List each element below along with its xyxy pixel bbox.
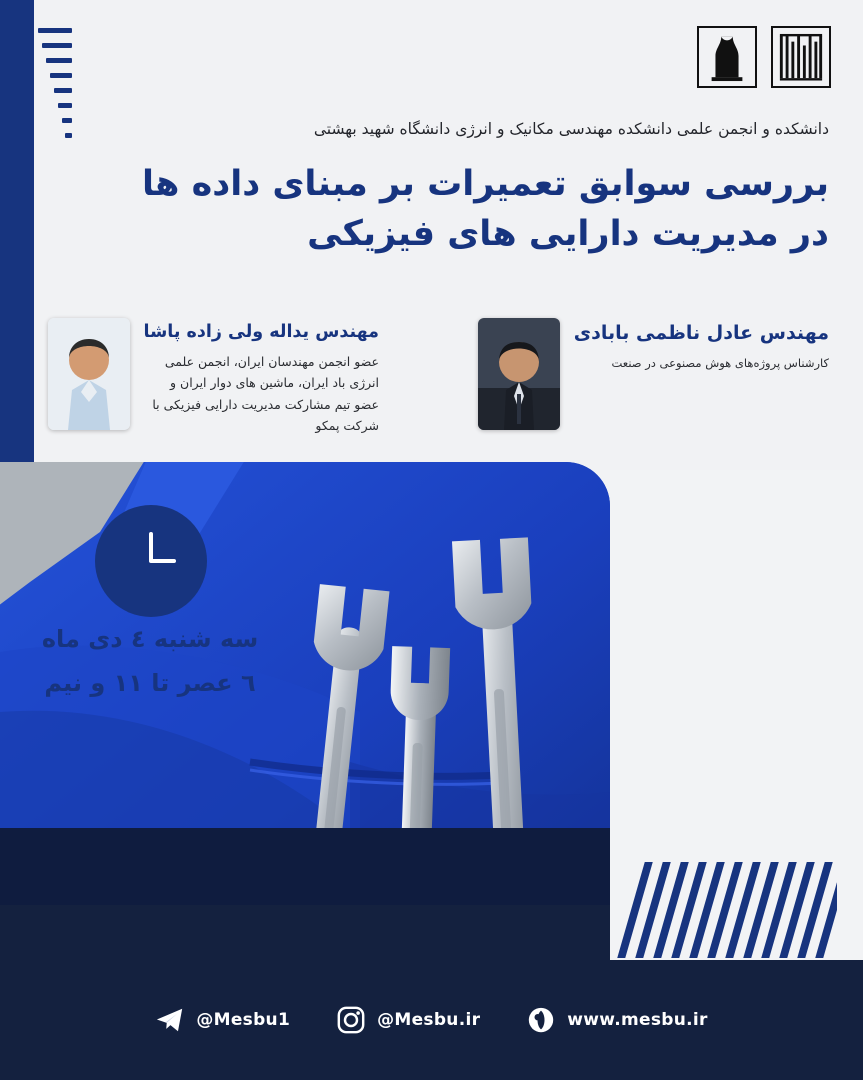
globe-icon	[526, 1005, 556, 1035]
telegram-label: @Mesbu1	[196, 1010, 291, 1030]
website-link[interactable]	[526, 1005, 707, 1035]
organizer-text: دانشکده و انجمن علمی دانشکده مهندسی مکانیک و انرژی دانشگاه شهید بهشتی	[313, 120, 829, 138]
header-panel	[0, 0, 863, 470]
title-line-2: در مدیریت دارایی های فیزیکی	[307, 213, 829, 254]
telegram-handle[interactable]	[155, 1005, 290, 1035]
schedule-info	[0, 625, 300, 697]
event-time: ٦ عصر تا ١١ و نیم	[44, 669, 256, 697]
speaker-card	[49, 318, 379, 436]
speaker-name: مهندس عادل ناظمی بابادی	[573, 322, 829, 344]
footer	[0, 960, 863, 1080]
speaker-role: عضو انجمن مهندسان ایران، انجمن علمی انرژی باد ایران، ماشین های دوار ایران و عضو تیم مشارکت مدیریت دارایی فیزیکی با شرکت پمکو	[152, 354, 379, 433]
poster-title	[34, 160, 829, 259]
event-date: سه شنبه ٤ دی ماه	[41, 625, 259, 653]
speaker-photo-adel-nazemi	[478, 318, 560, 430]
speaker-role: کارشناس پروژه‌های هوش مصنوعی در صنعت	[611, 356, 829, 370]
speaker-card	[409, 318, 829, 436]
instagram-icon	[336, 1005, 366, 1035]
speakers-list	[29, 318, 829, 436]
title-line-1: بررسی سوابق تعمیرات بر مبنای داده ها	[141, 164, 829, 204]
website-label: www.mesbu.ir	[567, 1010, 708, 1030]
speaker-info	[144, 318, 379, 436]
instagram-label: @Mesbu.ir	[377, 1010, 481, 1030]
navy-block-lower	[0, 905, 610, 965]
logos	[697, 26, 831, 88]
mechanical-energy-faculty-logo	[697, 26, 757, 88]
speaker-photo-yadollah-valizadeh	[48, 318, 130, 430]
telegram-icon	[155, 1005, 185, 1035]
instagram-handle[interactable]	[336, 1005, 480, 1035]
clock-icon	[95, 505, 207, 617]
speaker-name: مهندس یداله ولی زاده پاشا	[143, 322, 379, 342]
shahid-beheshti-university-logo	[771, 26, 831, 88]
decorative-stripes	[597, 862, 837, 958]
speaker-info	[574, 318, 829, 373]
